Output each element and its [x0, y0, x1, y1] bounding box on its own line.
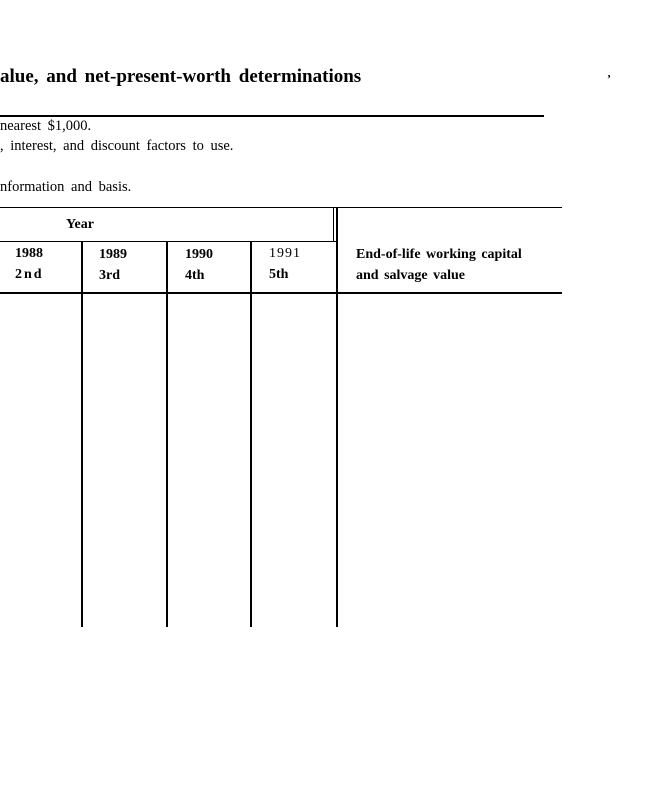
corner-mark: ʼ [607, 72, 611, 86]
note-line-2: , interest, and discount factors to use. [0, 138, 234, 154]
column-ordinal: 2nd [15, 267, 44, 282]
page-title: alue, and net-present-worth determinations [0, 66, 362, 87]
end-of-life-column-header [356, 244, 522, 286]
end-column-line-2: and salvage value [356, 268, 466, 283]
column-header-1988 [15, 243, 44, 285]
end-column-line-1: End-of-life working capital [356, 247, 522, 262]
year-group-header: Year [66, 217, 94, 232]
note-line-1: nearest $1,000. [0, 118, 92, 134]
note-line-3: nformation and basis. [0, 179, 132, 195]
column-header-1991 [269, 243, 301, 285]
column-year: 1990 [185, 247, 213, 262]
header-bottom-rule [0, 292, 562, 294]
column-divider-3 [250, 241, 252, 627]
table-top-border [0, 207, 562, 208]
column-ordinal: 3rd [99, 268, 120, 283]
column-divider-1 [81, 241, 83, 627]
column-year: 1989 [99, 247, 127, 262]
column-header-1989 [99, 244, 127, 286]
title-rule [0, 115, 544, 117]
year-group-rule [0, 241, 336, 242]
column-header-1990 [185, 244, 213, 286]
column-year: 1988 [15, 246, 43, 261]
group-divider-b [336, 207, 338, 627]
column-ordinal: 5th [269, 267, 289, 282]
column-divider-2 [166, 241, 168, 627]
column-year: 1991 [269, 246, 301, 261]
column-ordinal: 4th [185, 268, 205, 283]
group-divider-a [333, 207, 334, 241]
